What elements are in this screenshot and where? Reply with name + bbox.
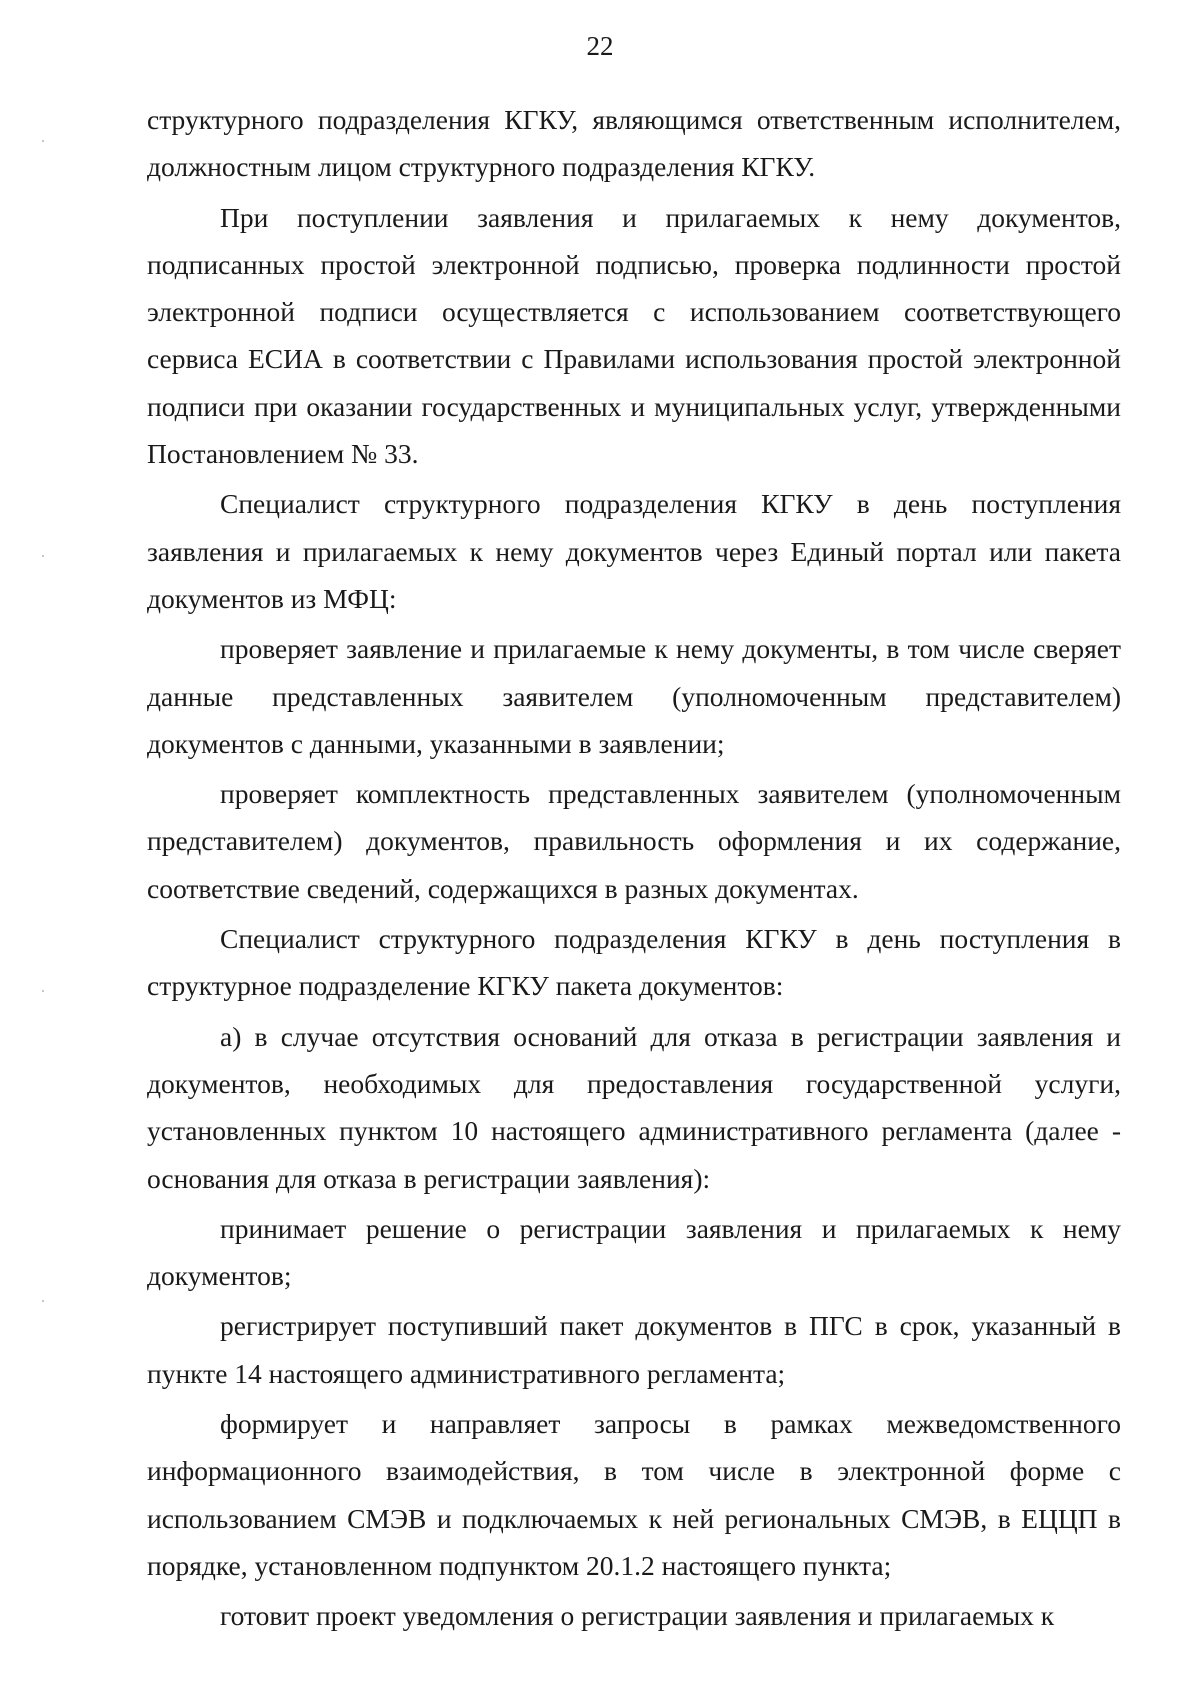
scan-speck xyxy=(42,140,44,142)
paragraph-checks-completeness: проверяет комплектность представленных заявителем (уполномоченным представителем) документов, правильность оформления и их содержание, соответствие сведений, содержащихся в разных документах. xyxy=(147,778,1121,904)
paragraph-specialist-package: Специалист структурного подразделения КГКУ в день поступления в структурное подразделение КГКУ пакета документов: xyxy=(147,923,1121,1002)
page-number: 22 xyxy=(586,31,614,61)
paragraph-interagency-requests: формирует и направляет запросы в рамках межведомственного информационного взаимодействия, в том числе в электронной форме с использованием СМЭВ и подключаемых к ней региональных СМЭВ, в ЕЦЦП в порядке, установленном подпунктом 20.1.2 настоящего пункта; xyxy=(147,1408,1121,1581)
paragraph-item-a: а) в случае отсутствия оснований для отказа в регистрации заявления и документов, необходимых для предоставления государственной услуги, установленных пунктом 10 настоящего административного регламента (далее - основания для отказа в регистрации заявления): xyxy=(147,1020,1121,1194)
paragraph-signature-verification: При поступлении заявления и прилагаемых к нему документов, подписанных простой электронной подписью, проверка подлинности простой электронной подписи осуществляется с использованием соответствующего сервиса ЕСИА в соответствии с Правилами использования простой электронной подписи при оказании государственных и муниципальных услуг, утвержденными Постановлением № 33. xyxy=(147,201,1121,470)
scan-speck xyxy=(42,1300,44,1302)
document-body xyxy=(147,96,1121,1640)
paragraph-continuation: структурного подразделения КГКУ, являющимся ответственным исполнителем, должностным лицом структурного подразделения КГКУ. xyxy=(147,104,1121,183)
paragraph-specialist-portal: Специалист структурного подразделения КГКУ в день поступления заявления и прилагаемых к нему документов через Единый портал или пакета документов из МФЦ: xyxy=(147,488,1121,614)
paragraph-registers-package: регистрирует поступивший пакет документов в ПГС в срок, указанный в пункте 14 настоящего административного регламента; xyxy=(147,1310,1121,1389)
paragraph-notification-draft: готовит проект уведомления о регистрации заявления и прилагаемых к xyxy=(220,1600,1055,1632)
scan-speck xyxy=(42,555,44,557)
paragraph-checks-application: проверяет заявление и прилагаемые к нему документы, в том числе сверяет данные представленных заявителем (уполномоченным представителем) документов с данными, указанными в заявлении; xyxy=(147,633,1121,759)
scan-speck xyxy=(42,990,44,992)
paragraph-registration-decision: принимает решение о регистрации заявления и прилагаемых к нему документов; xyxy=(147,1212,1121,1292)
